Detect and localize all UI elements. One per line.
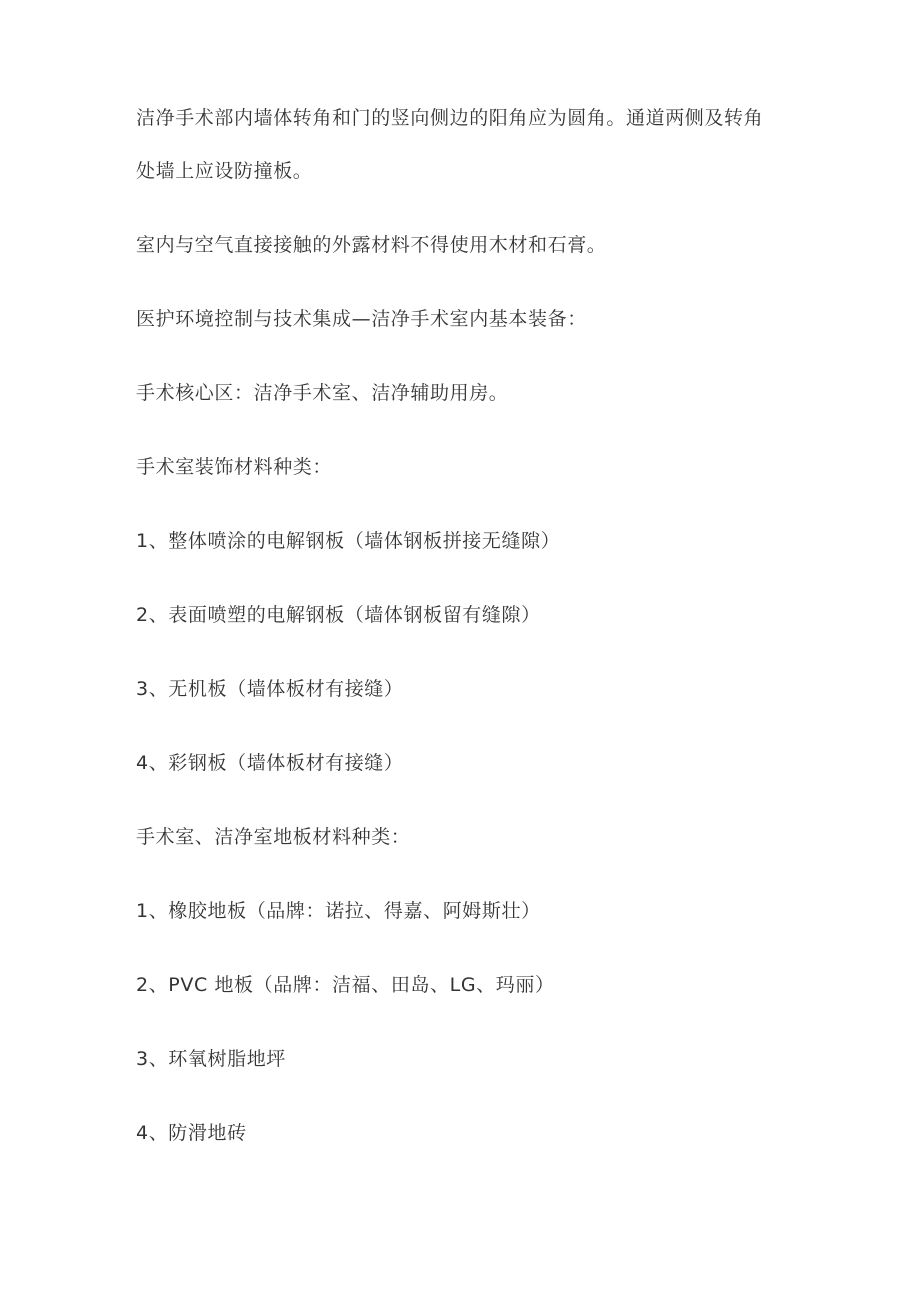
document-body xyxy=(136,92,776,1160)
list-item-floor-material-1: 1、橡胶地板（品牌：诺拉、得嘉、阿姆斯壮） xyxy=(136,900,541,922)
paragraph-basic-equipment: 医护环境控制与技术集成—洁净手术室内基本装备： xyxy=(136,308,587,330)
list-item-floor-material-3: 3、环氧树脂地坪 xyxy=(136,1048,286,1070)
heading-floor-materials: 手术室、洁净室地板材料种类： xyxy=(136,826,411,848)
heading-wall-materials: 手术室装饰材料种类： xyxy=(136,456,333,478)
list-item-wall-material-2: 2、表面喷塑的电解钢板（墙体钢板留有缝隙） xyxy=(136,604,541,626)
paragraph-wall-corners: 洁净手术部内墙体转角和门的竖向侧边的阳角应为圆角。通道两侧及转角处墙上应设防撞板。 xyxy=(136,107,764,182)
list-item-floor-material-4: 4、防滑地砖 xyxy=(136,1122,247,1144)
list-item-wall-material-3: 3、无机板（墙体板材有接缝） xyxy=(136,678,404,700)
list-item-wall-material-1: 1、整体喷涂的电解钢板（墙体钢板拼接无缝隙） xyxy=(136,530,561,552)
list-item-wall-material-4: 4、彩钢板（墙体板材有接缝） xyxy=(136,752,404,774)
paragraph-core-area: 手术核心区：洁净手术室、洁净辅助用房。 xyxy=(136,382,509,404)
paragraph-exposed-materials: 室内与空气直接接触的外露材料不得使用木材和石膏。 xyxy=(136,234,607,256)
list-item-floor-material-2: 2、PVC 地板（品牌：洁福、田岛、LG、玛丽） xyxy=(136,974,555,996)
